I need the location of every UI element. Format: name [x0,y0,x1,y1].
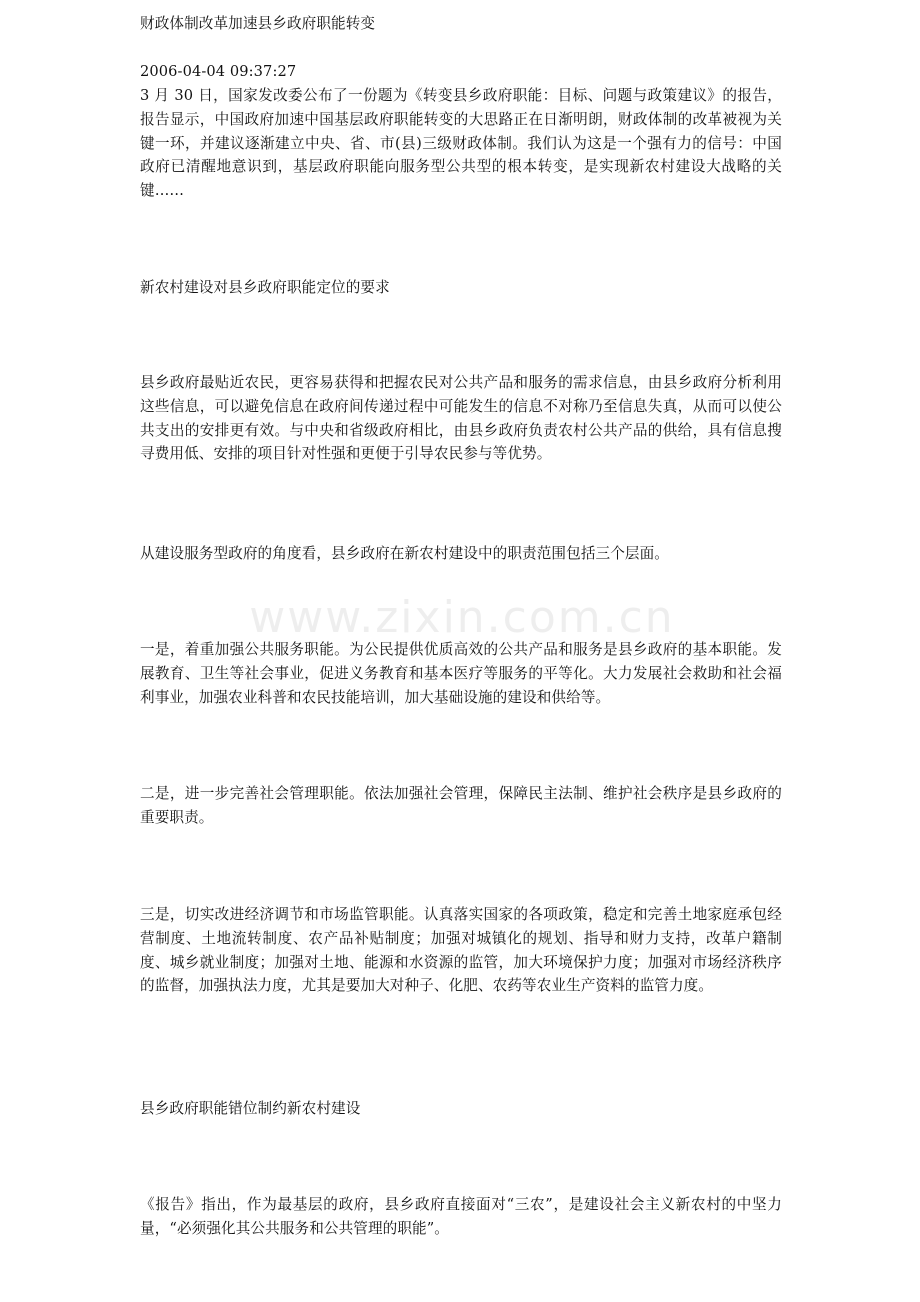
document-timestamp: 2006-04-04 09:37:27 [140,63,297,80]
section-heading-2: 县乡政府职能错位制约新农村建设 [140,1100,361,1117]
section-heading-1: 新农村建设对县乡政府职能定位的要求 [140,279,390,296]
paragraph-1: 县乡政府最贴近农民，更容易获得和把握农民对公共产品和服务的需求信息，由县乡政府分析利用这些信息，可以避免信息在政府间传递过程中可能发生的信息不对称乃至信息失真，从而可以使公共支出的安排更有效。与中央和省级政府相比，由县乡政府负责农村公共产品的供给，具有信息搜寻费用低、安排的项目针对性强和更便于引导农民参与等优势。 [140,374,782,463]
paragraph-2: 从建设服务型政府的角度看，县乡政府在新农村建设中的职责范围包括三个层面。 [140,545,669,562]
paragraph-4: 二是，进一步完善社会管理职能。依法加强社会管理，保障民主法制、维护社会秩序是县乡政府的重要职责。 [140,785,782,826]
document-title: 财政体制改革加速县乡政府职能转变 [140,15,376,32]
intro-paragraph: 3 月 30 日，国家发改委公布了一份题为《转变县乡政府职能：目标、问题与政策建议》的报告，报告显示，中国政府加速中国基层政府职能转变的大思路正在日渐明朗，财政体制的改革被视为关键一环，并建议逐渐建立中央、省、市(县)三级财政体制。我们认为这是一个强有力的信号：中国政府已清醒地意识到，基层政府职能向服务型公共型的根本转变，是实现新农村建设大战略的关键…… [140,87,782,200]
paragraph-5: 三是，切实改进经济调节和市场监管职能。认真落实国家的各项政策，稳定和完善土地家庭承包经营制度、土地流转制度、农产品补贴制度；加强对城镇化的规划、指导和财力支持，改革户籍制度、城乡就业制度；加强对土地、能源和水资源的监管，加大环境保护力度；加强对市场经济秩序的监督，加强执法力度，尤其是要加大对种子、化肥、农药等农业生产资料的监管力度。 [140,906,782,995]
paragraph-6: 《报告》指出，作为最基层的政府，县乡政府直接面对“三农”，是建设社会主义新农村的中坚力量，“必须强化其公共服务和公共管理的职能”。 [140,1196,782,1237]
paragraph-3: 一是，着重加强公共服务职能。为公民提供优质高效的公共产品和服务是县乡政府的基本职能。发展教育、卫生等社会事业，促进义务教育和基本医疗等服务的平等化。大力发展社会救助和社会福利事业，加强农业科普和农民技能培训，加大基础设施的建设和供给等。 [140,641,782,706]
watermark: www.zixin.com.cn [249,592,675,643]
